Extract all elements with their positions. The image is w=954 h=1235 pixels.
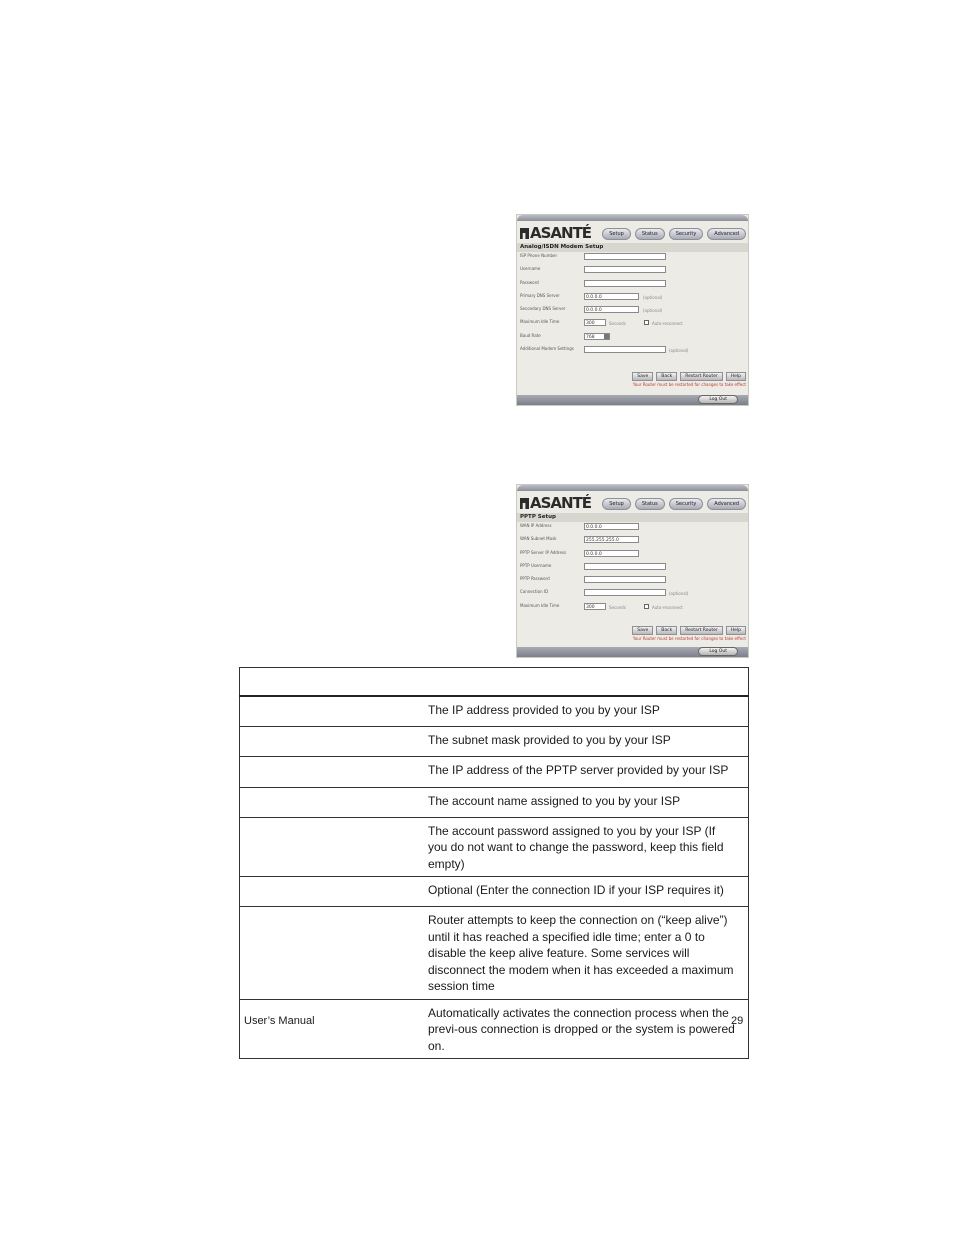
tab-status[interactable]: Status	[635, 228, 665, 240]
nav-tabs	[602, 498, 746, 510]
window-footer-bar	[517, 647, 748, 657]
auto-reconnect-checkbox[interactable]	[644, 320, 649, 325]
restart-router-button[interactable]: Restart Router	[680, 372, 723, 381]
restart-router-button[interactable]: Restart Router	[680, 626, 723, 635]
username-input[interactable]	[584, 266, 666, 273]
form-row	[517, 292, 748, 305]
table-row	[240, 696, 749, 726]
router-header	[517, 491, 748, 513]
tab-security[interactable]: Security	[669, 498, 704, 510]
field-label: Connection ID	[520, 589, 549, 595]
baud-rate-select[interactable]	[584, 333, 610, 340]
table-row	[240, 877, 749, 907]
optional-note: (optional)	[643, 308, 663, 314]
tab-status[interactable]: Status	[635, 498, 665, 510]
field-name-cell	[240, 726, 414, 756]
seconds-unit: Seconds	[609, 321, 626, 327]
field-label: PPTP Server IP Address	[520, 549, 567, 555]
field-label: Additional Modem Settings	[520, 346, 574, 352]
log-out-button[interactable]: Log Out	[698, 395, 738, 404]
button-bar	[632, 372, 746, 381]
log-out-button[interactable]: Log Out	[698, 647, 738, 656]
form-row	[517, 252, 748, 265]
field-description-cell: Router attempts to keep the connection on (“keep alive”) until it has reached a specified idle time; enter a 0 to disable the keep alive feature. Some services will disconnect the modem when it has exceeded a maximum session time	[413, 907, 749, 1000]
section-title: PPTP Setup	[517, 513, 748, 522]
tab-setup[interactable]: Setup	[602, 498, 631, 510]
field-description-cell: The IP address of the PPTP server provided by your ISP	[413, 756, 749, 787]
auto-reconnect-label: Auto-reconnect	[652, 321, 683, 327]
field-description-cell: The account name assigned to you by your ISP	[413, 787, 749, 817]
form-row	[517, 522, 748, 535]
field-label: WAN IP Address	[520, 523, 552, 528]
asante-logo: ASANTÉ	[520, 494, 591, 512]
wan-ip-address-input[interactable]: 0.0.0.0	[584, 523, 639, 530]
form-row	[517, 345, 748, 358]
help-button[interactable]: Help	[726, 372, 746, 381]
field-label: Password	[520, 279, 539, 285]
pptp-setup-screenshot	[516, 484, 749, 658]
form-row	[517, 318, 748, 331]
asante-logo: ASANTÉ	[520, 224, 591, 242]
field-description-cell: The account password assigned to you by your ISP (If you do not want to change the password, keep this field empty)	[413, 817, 749, 877]
form-row	[517, 279, 748, 292]
form-row	[517, 562, 748, 575]
secondary-dns-input[interactable]: 0.0.0.0	[584, 306, 639, 313]
asante-logo-icon	[520, 228, 529, 239]
optional-note: (optional)	[669, 591, 689, 597]
nav-tabs	[602, 228, 746, 240]
tab-advanced[interactable]: Advanced	[707, 498, 746, 510]
form-row	[517, 305, 748, 318]
form-row	[517, 588, 748, 601]
max-idle-time-input[interactable]: 300	[584, 319, 606, 326]
pptp-field-description-table	[239, 667, 749, 1059]
analog-isdn-setup-screenshot	[516, 214, 749, 406]
baud-rate-value: 768	[586, 334, 595, 340]
auto-reconnect-checkbox[interactable]	[644, 604, 649, 609]
form-row	[517, 602, 748, 615]
page-number: 29	[731, 1015, 744, 1027]
field-label: WAN Subnet Mask	[520, 536, 557, 542]
section-title: Analog/ISDN Modem Setup	[517, 243, 748, 252]
field-name-cell	[240, 877, 414, 907]
field-label: Maximum Idle Time	[520, 319, 560, 325]
form-row	[517, 575, 748, 588]
pptp-server-ip-input[interactable]: 0.0.0.0	[584, 550, 639, 557]
wan-subnet-mask-input[interactable]: 255.255.255.0	[584, 536, 639, 543]
help-button[interactable]: Help	[726, 626, 746, 635]
max-idle-time-input[interactable]: 300	[584, 603, 606, 610]
asante-logo-icon	[520, 498, 529, 509]
back-button[interactable]: Back	[656, 626, 677, 635]
back-button[interactable]: Back	[656, 372, 677, 381]
table-header	[240, 668, 749, 697]
pptp-username-input[interactable]	[584, 563, 666, 570]
field-name-cell	[240, 817, 414, 877]
table-row	[240, 817, 749, 877]
restart-warning: Your Router must be restarted for changes to take effect	[632, 636, 746, 641]
field-label: Username	[520, 266, 541, 272]
field-description-cell: Automatically activates the connection process when the previ-ous connection is dropped or the system is powered on.	[413, 999, 749, 1059]
field-label: PPTP Username	[520, 562, 552, 568]
form-row	[517, 535, 748, 548]
tab-advanced[interactable]: Advanced	[707, 228, 746, 240]
field-description-cell: The subnet mask provided to you by your ISP	[413, 726, 749, 756]
table-row	[240, 999, 749, 1059]
primary-dns-input[interactable]: 0.0.0.0	[584, 293, 639, 300]
field-label: Maximum Idle Time	[520, 602, 560, 608]
window-footer-bar	[517, 395, 748, 405]
form-row	[517, 549, 748, 562]
field-label: ISP Phone Number	[520, 253, 558, 258]
password-input[interactable]	[584, 280, 666, 287]
field-name-cell	[240, 999, 414, 1059]
field-label: Baud Rate	[520, 332, 541, 338]
router-header	[517, 221, 748, 243]
table-row	[240, 907, 749, 1000]
field-label: Secondary DNS Server	[520, 306, 566, 312]
form-row	[517, 265, 748, 278]
field-name-cell	[240, 756, 414, 787]
optional-note: (optional)	[669, 348, 689, 354]
table-row	[240, 726, 749, 756]
table-row	[240, 756, 749, 787]
button-bar	[632, 626, 746, 635]
table-row	[240, 787, 749, 817]
tab-security[interactable]: Security	[669, 228, 704, 240]
field-name-cell	[240, 787, 414, 817]
footer-manual-title: User’s Manual	[244, 1015, 315, 1027]
form-row	[517, 332, 748, 345]
field-description-cell: Optional (Enter the connection ID if your ISP requires it)	[413, 877, 749, 907]
isp-phone-number-input[interactable]	[584, 253, 666, 260]
optional-note: (optional)	[643, 294, 663, 300]
field-name-cell	[240, 696, 414, 726]
pptp-password-input[interactable]	[584, 576, 666, 583]
field-name-cell	[240, 907, 414, 1000]
field-label: PPTP Password	[520, 576, 550, 582]
restart-warning: Your Router must be restarted for changes to take effect	[632, 382, 746, 387]
table-header-row	[240, 668, 749, 697]
save-button[interactable]: Save	[632, 626, 653, 635]
connection-id-input[interactable]	[584, 589, 666, 596]
seconds-unit: Seconds	[609, 604, 626, 610]
field-description-cell: The IP address provided to you by your ISP	[413, 696, 749, 726]
auto-reconnect-label: Auto-reconnect	[652, 604, 683, 610]
field-label: Primary DNS Server	[520, 292, 560, 298]
save-button[interactable]: Save	[632, 372, 653, 381]
additional-modem-settings-input[interactable]	[584, 346, 666, 353]
chevron-down-icon	[604, 334, 609, 339]
tab-setup[interactable]: Setup	[602, 228, 631, 240]
